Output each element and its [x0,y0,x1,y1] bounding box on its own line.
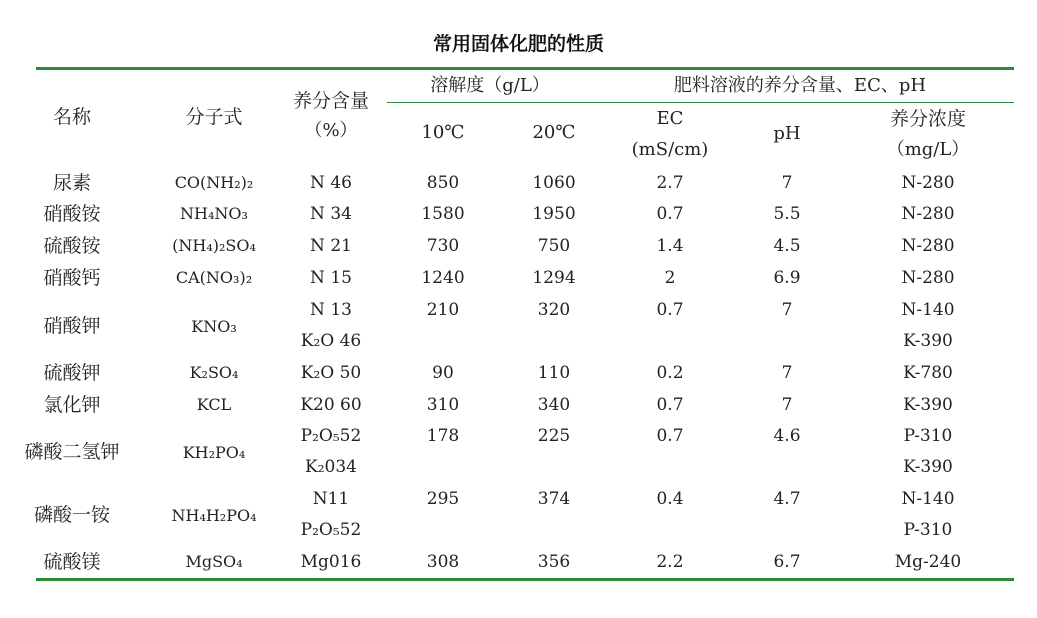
header-formula: 分子式 [185,106,243,128]
cell-content-2: K₂O 46 [300,331,362,351]
cell-solubility-10: 730 [426,236,460,256]
cell-solubility-10: 295 [426,489,460,509]
cell-ph: 6.9 [773,268,801,288]
cell-concentration: N-280 [901,268,955,288]
cell-solubility-10: 308 [426,552,460,572]
cell-solubility-10: 1240 [421,268,465,288]
cell-solubility-10: 310 [426,395,460,415]
cell-formula: (NH₄)₂SO₄ [172,236,256,255]
cell-concentration: K-390 [903,395,953,415]
header-temp-20: 20℃ [532,122,576,143]
cell-name: 硫酸钾 [43,362,101,384]
cell-ph: 4.5 [773,236,801,256]
cell-ec: 0.2 [656,363,684,383]
cell-solubility-10: 850 [426,173,460,193]
cell-name: 硫酸镁 [43,551,101,573]
header-content-line2: （%） [304,120,358,141]
cell-content: Mg016 [300,552,362,572]
cell-formula: K₂SO₄ [189,363,239,382]
cell-ph: 5.5 [773,204,801,224]
cell-concentration: Mg-240 [894,552,962,572]
cell-ph: 6.7 [773,552,801,572]
cell-solubility-20: 1950 [532,204,576,224]
header-solubility: 溶解度（g/L） [430,75,550,96]
cell-ec: 1.4 [656,236,684,256]
cell-concentration-2: K-390 [903,457,953,477]
bottom-rule [36,578,1014,581]
cell-content: N11 [312,489,350,509]
cell-formula: NH₄H₂PO₄ [171,505,257,525]
cell-solubility-10: 90 [432,363,454,383]
header-solution-group: 肥料溶液的养分含量、EC、pH [673,75,927,96]
cell-concentration: N-280 [901,236,955,256]
header-ec-line1: EC [656,108,684,129]
cell-ph: 7 [781,363,793,383]
cell-solubility-20: 1060 [532,173,576,193]
cell-ph: 4.6 [773,426,801,446]
cell-name: 磷酸二氢钾 [24,440,120,463]
cell-ec: 0.7 [656,300,684,320]
cell-concentration: N-140 [901,300,955,320]
top-rule [36,67,1014,70]
cell-formula: KH₂PO₄ [182,442,246,462]
cell-formula: CA(NO₃)₂ [175,268,253,287]
cell-content-2: K₂034 [305,457,357,477]
cell-name: 磷酸一铵 [33,503,111,526]
cell-solubility-10: 1580 [421,204,465,224]
cell-name: 硝酸铵 [43,203,101,225]
cell-concentration-2: K-390 [903,331,953,351]
cell-solubility-20: 750 [537,236,571,256]
cell-solubility-10: 178 [426,426,460,446]
cell-name: 硝酸钾 [43,314,101,337]
header-ph: pH [773,123,801,144]
cell-ph: 4.7 [773,489,801,509]
cell-ph: 7 [781,300,793,320]
cell-solubility-20: 374 [537,489,571,509]
cell-concentration: P-310 [903,426,953,446]
cell-solubility-20: 356 [537,552,571,572]
header-conc-line1: 养分浓度 [889,108,967,130]
cell-solubility-20: 225 [537,426,571,446]
cell-ec: 2.7 [656,173,684,193]
cell-ec: 0.7 [656,426,684,446]
cell-content: N 46 [310,173,352,193]
cell-formula: KCL [196,395,232,414]
cell-solubility-10: 210 [426,300,460,320]
table-title: 常用固体化肥的性质 [432,33,604,55]
header-conc-line2: （mg/L） [886,139,970,160]
cell-content-2: P₂O₅52 [300,520,362,540]
cell-ec: 0.4 [656,489,684,509]
cell-ec: 0.7 [656,204,684,224]
cell-solubility-20: 1294 [532,268,576,288]
cell-concentration: N-140 [901,489,955,509]
cell-name: 尿素 [52,172,92,194]
cell-ec: 0.7 [656,395,684,415]
cell-name: 氯化钾 [43,394,101,416]
cell-ph: 7 [781,395,793,415]
cell-name: 硫酸铵 [43,235,101,257]
cell-ec: 2 [664,268,676,288]
cell-solubility-20: 340 [537,395,571,415]
header-content-line1: 养分含量 [292,90,370,112]
cell-concentration-2: P-310 [903,520,953,540]
cell-solubility-20: 110 [537,363,571,383]
cell-content: N 13 [310,300,352,320]
cell-content: P₂O₅52 [300,426,362,446]
cell-concentration: N-280 [901,204,955,224]
cell-ec: 2.2 [656,552,684,572]
cell-formula: NH₄NO₃ [180,204,248,223]
cell-content: N 15 [310,268,352,288]
cell-content: K20 60 [300,395,362,415]
cell-content: N 34 [310,204,352,224]
header-ec-line2: (mS/cm) [631,139,709,160]
header-temp-10: 10℃ [421,122,465,143]
header-divider-rule [387,102,1014,103]
cell-formula: KNO₃ [191,316,237,336]
cell-content: N 21 [310,236,352,256]
cell-content: K₂O 50 [300,363,362,383]
header-name: 名称 [52,106,92,128]
cell-concentration: K-780 [903,363,953,383]
cell-solubility-20: 320 [537,300,571,320]
cell-name: 硝酸钙 [43,267,101,289]
cell-formula: MgSO₄ [185,552,243,571]
cell-ph: 7 [781,173,793,193]
cell-formula: CO(NH₂)₂ [174,173,254,192]
cell-concentration: N-280 [901,173,955,193]
